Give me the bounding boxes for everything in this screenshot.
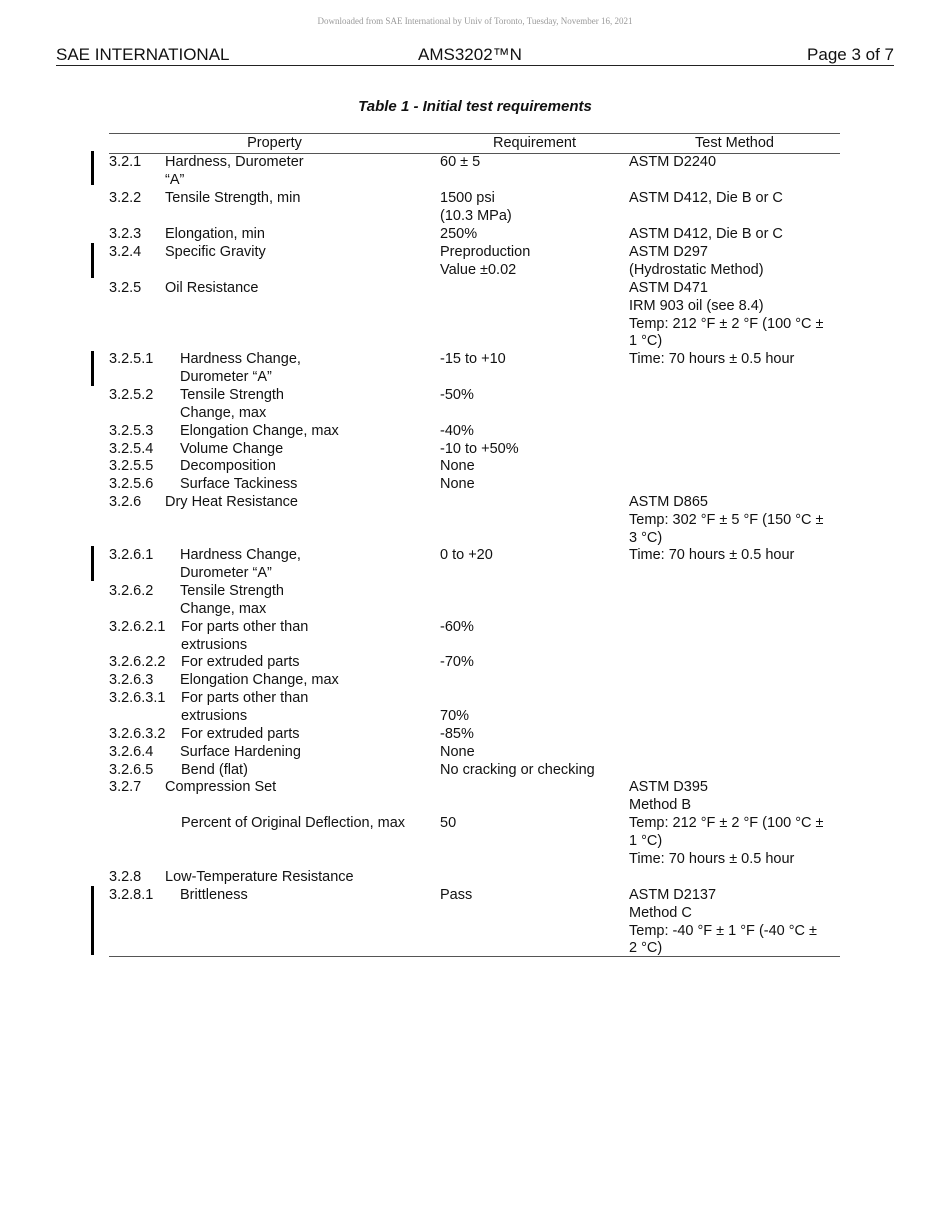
section-number: 3.2.7 [109, 779, 142, 795]
property-name: Surface Tackiness [180, 476, 298, 492]
section-number: 3.2.5 [109, 280, 142, 296]
property-name: Hardness Change, Durometer “A” [180, 547, 301, 581]
section-number: 3.2.6 [109, 494, 142, 510]
test-method: ASTM D2137 Method C Temp: -40 °F ± 1 °F (-40 °C ± 2 °C) [629, 887, 818, 957]
change-bar [91, 243, 94, 278]
column-header-property: Property [247, 135, 302, 151]
test-method: Time: 70 hours ± 0.5 hour [629, 547, 795, 563]
requirement-value: Preproduction Value ±0.02 [440, 244, 531, 278]
requirement-value: 60 ± 5 [440, 154, 481, 170]
page-header [56, 44, 894, 66]
table-bottom-rule [109, 956, 840, 957]
section-number: 3.2.6.2 [109, 583, 154, 599]
property-name: Compression Set [165, 779, 277, 795]
property-name: For extruded parts [181, 726, 300, 742]
requirement-value: -10 to +50% [440, 441, 519, 457]
section-number: 3.2.5.6 [109, 476, 154, 492]
change-bar [91, 546, 94, 581]
requirement-value: -60% [440, 619, 474, 635]
requirement-value: -85% [440, 726, 474, 742]
section-number: 3.2.4 [109, 244, 142, 260]
property-name: Tensile Strength, min [165, 190, 301, 206]
property-name: Oil Resistance [165, 280, 259, 296]
property-name: Hardness, Durometer “A” [165, 154, 304, 188]
requirement-value: -15 to +10 [440, 351, 506, 367]
requirement-value: 50 [440, 815, 457, 831]
section-number: 3.2.6.2.2 [109, 654, 166, 670]
page-number: Page 3 of 7 [807, 45, 894, 64]
property-name: Percent of Original Deflection, max [181, 815, 406, 831]
test-method: ASTM D412, Die B or C [629, 226, 783, 242]
table-header [109, 133, 840, 154]
property-name: Tensile Strength Change, max [180, 387, 284, 421]
requirement-value: 250% [440, 226, 478, 242]
property-name: Elongation Change, max [180, 672, 339, 688]
section-number: 3.2.6.3 [109, 672, 154, 688]
section-number: 3.2.3 [109, 226, 142, 242]
property-name: Decomposition [180, 458, 276, 474]
property-name: Volume Change [180, 441, 284, 457]
column-header-test-method: Test Method [695, 135, 774, 151]
test-method: Time: 70 hours ± 0.5 hour [629, 351, 795, 367]
test-method: ASTM D471 IRM 903 oil (see 8.4) Temp: 212 °F ± 2 °F (100 °C ± 1 °C) [629, 280, 824, 350]
publisher-name: SAE INTERNATIONAL [56, 45, 230, 64]
requirement-value: None [440, 458, 475, 474]
section-number: 3.2.6.2.1 [109, 619, 166, 635]
test-method: Temp: 212 °F ± 2 °F (100 °C ± 1 °C) Time: 70 hours ± 0.5 hour [629, 815, 824, 867]
change-bar [91, 351, 94, 386]
download-notice: Downloaded from SAE International by Univ of Toronto, Tuesday, November 16, 2021 [317, 16, 633, 26]
section-number: 3.2.6.5 [109, 762, 154, 778]
property-name: Specific Gravity [165, 244, 266, 260]
test-method: ASTM D297 (Hydrostatic Method) [629, 244, 764, 278]
table-title: Table 1 - Initial test requirements [358, 98, 592, 115]
property-name: Surface Hardening [180, 744, 301, 760]
section-number: 3.2.5.5 [109, 458, 154, 474]
section-number: 3.2.6.3.2 [109, 726, 166, 742]
property-name: For parts other than extrusions [181, 690, 309, 724]
requirement-value: 0 to +20 [440, 547, 493, 563]
requirement-value: 70% [440, 707, 470, 724]
property-name: For extruded parts [181, 654, 300, 670]
section-number: 3.2.1 [109, 154, 142, 170]
property-name: Bend (flat) [181, 762, 248, 778]
requirement-value: None [440, 744, 475, 760]
section-number: 3.2.5.1 [109, 351, 154, 367]
property-name: Low-Temperature Resistance [165, 869, 354, 885]
property-name: Dry Heat Resistance [165, 494, 298, 510]
property-name: Elongation, min [165, 226, 265, 242]
requirement-value: No cracking or checking [440, 762, 595, 778]
requirement-value: -40% [440, 423, 474, 439]
test-method: ASTM D395 Method B [629, 779, 708, 813]
section-number: 3.2.6.4 [109, 744, 154, 760]
requirement-value: 1500 psi (10.3 MPa) [440, 190, 512, 224]
requirement-value: -50% [440, 387, 474, 403]
property-name: Tensile Strength Change, max [180, 583, 284, 617]
section-number: 3.2.5.4 [109, 441, 154, 457]
property-name: Hardness Change, Durometer “A” [180, 351, 301, 385]
requirement-value: None [440, 476, 475, 492]
section-number: 3.2.8.1 [109, 887, 154, 903]
test-method: ASTM D2240 [629, 154, 717, 170]
column-header-requirement: Requirement [492, 135, 576, 151]
property-name: Brittleness [180, 887, 248, 903]
requirement-value: Pass [440, 887, 473, 903]
requirement-value: -70% [440, 654, 474, 670]
section-number: 3.2.5.3 [109, 423, 154, 439]
change-bar [91, 886, 94, 955]
document-number: AMS3202™N [418, 45, 522, 64]
section-number: 3.2.6.1 [109, 547, 154, 563]
section-number: 3.2.6.3.1 [109, 690, 166, 706]
section-number: 3.2.5.2 [109, 387, 154, 403]
change-bar [91, 151, 94, 185]
table-body [109, 154, 840, 959]
test-method: ASTM D412, Die B or C [629, 190, 783, 206]
section-number: 3.2.2 [109, 190, 142, 206]
requirements-table [109, 133, 840, 959]
section-number: 3.2.8 [109, 869, 142, 885]
test-method: ASTM D865 Temp: 302 °F ± 5 °F (150 °C ± 3 °C) [629, 494, 824, 546]
property-name: For parts other than extrusions [181, 619, 309, 653]
property-name: Elongation Change, max [180, 423, 339, 439]
